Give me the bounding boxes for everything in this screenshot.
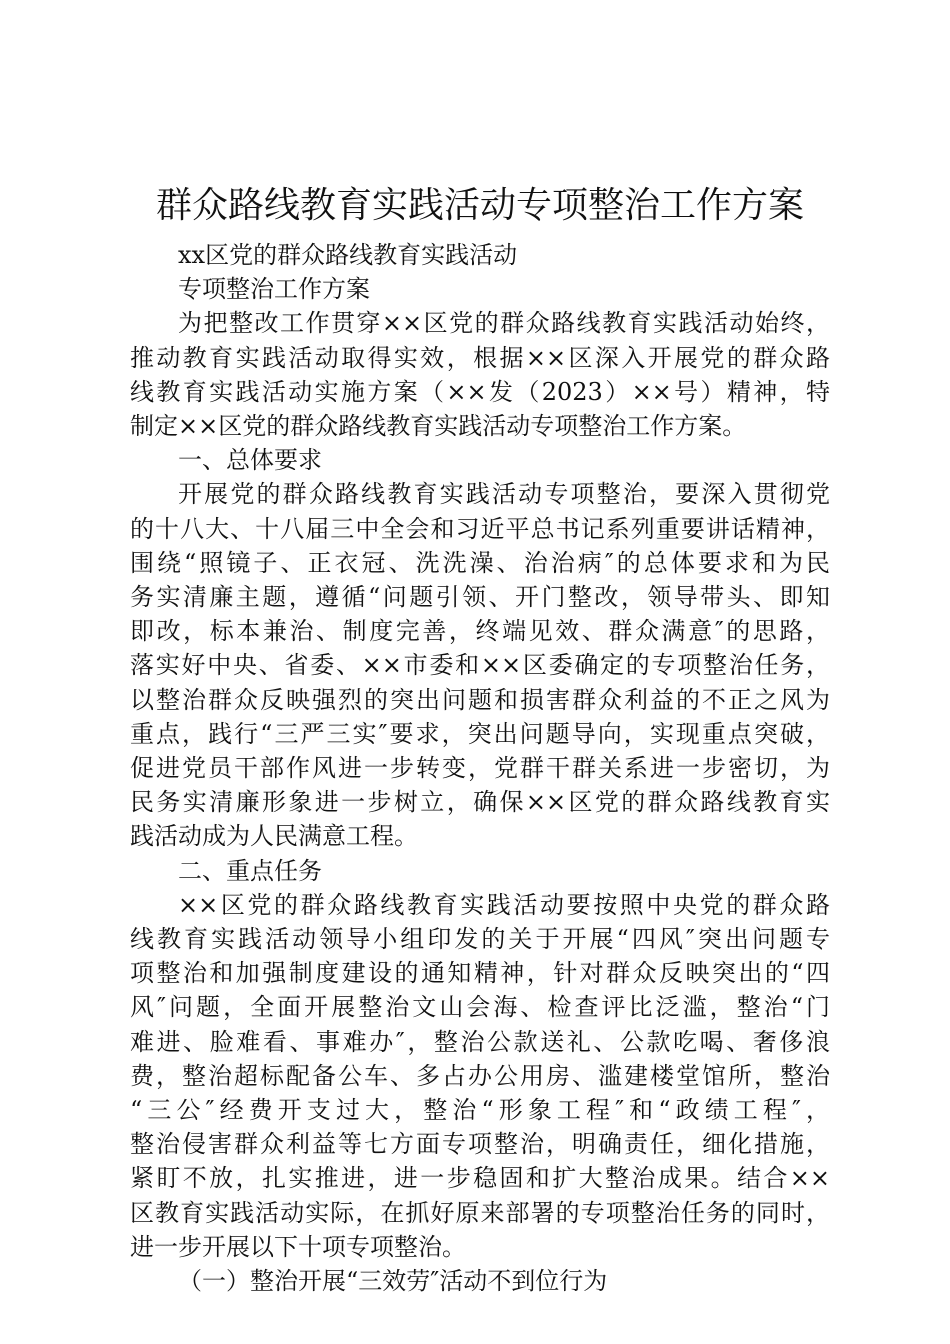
text-line: 区教育实践活动实际，在抓好原来部署的专项整治任务的同时， bbox=[130, 1198, 830, 1227]
document-title: 群众路线教育实践活动专项整治工作方案 bbox=[155, 185, 804, 226]
text-line: 务实清廉主题，遵循“问题引领、开门整改，领导带头、即知 bbox=[130, 583, 830, 612]
text-line: 紧盯不放，扎实推进，进一步稳固和扩大整治成果。结合×× bbox=[130, 1164, 830, 1193]
section-2-heading: 二、重点任务 bbox=[178, 856, 322, 885]
text-line: 开展党的群众路线教育实践活动专项整治，要深入贯彻党 bbox=[178, 480, 830, 509]
text-line: 线教育实践活动实施方案（××发（2023）××号）精神，特 bbox=[130, 377, 830, 406]
section-1-heading: 一、总体要求 bbox=[178, 446, 322, 475]
text-line: 围绕“照镜子、正衣冠、洗洗澡、治治病″的总体要求和为民 bbox=[130, 548, 830, 577]
text-line: 重点，践行“三严三实″要求，突出问题导向，实现重点突破， bbox=[130, 719, 830, 748]
intro-paragraph bbox=[130, 306, 830, 443]
text-line: 的十八大、十八届三中全会和习近平总书记系列重要讲话精神， bbox=[130, 514, 830, 543]
text-line: 民务实清廉形象进一步树立，确保××区党的群众路线教育实 bbox=[130, 788, 830, 817]
text-line: 落实好中央、省委、××市委和××区委确定的专项整治任务， bbox=[130, 651, 830, 680]
subsection-1-heading: （一）整治开展“三效劳″活动不到位行为 bbox=[178, 1267, 608, 1296]
section-2-paragraph bbox=[130, 888, 830, 1264]
text-line: 难进、脸难看、事难办″，整治公款送礼、公款吃喝、奢侈浪 bbox=[130, 1027, 830, 1056]
text-line: 为把整改工作贯穿××区党的群众路线教育实践活动始终， bbox=[178, 309, 830, 338]
text-line: ××区党的群众路线教育实践活动要按照中央党的群众路 bbox=[178, 890, 830, 919]
text-line: 制定××区党的群众路线教育实践活动专项整治工作方案。 bbox=[130, 412, 747, 441]
text-line: 促进党员干部作风进一步转变，党群干群关系进一步密切，为 bbox=[130, 754, 830, 783]
subtitle-line-1: xx区党的群众路线教育实践活动 bbox=[178, 241, 518, 269]
text-line: “三公″经费开支过大，整治“形象工程″和“政绩工程″， bbox=[130, 1096, 830, 1125]
text-line: 项整治和加强制度建设的通知精神，针对群众反映突出的“四 bbox=[130, 959, 830, 988]
text-line: 践活动成为人民满意工程。 bbox=[130, 822, 418, 851]
section-1-paragraph bbox=[130, 477, 830, 853]
document-page bbox=[130, 178, 830, 1298]
text-line: 推动教育实践活动取得实效，根据××区深入开展党的群众路 bbox=[130, 343, 830, 372]
text-line: 进一步开展以下十项专项整治。 bbox=[130, 1232, 466, 1261]
text-line: 即改，标本兼治、制度完善，终端见效、群众满意″的思路， bbox=[130, 617, 830, 646]
text-line: 线教育实践活动领导小组印发的关于开展“四风″突出问题专 bbox=[130, 925, 830, 954]
text-line: 风″问题，全面开展整治文山会海、检查评比泛滥，整治“门 bbox=[130, 993, 830, 1022]
subtitle-line-2: 专项整治工作方案 bbox=[178, 275, 370, 304]
text-line: 费，整治超标配备公车、多占办公用房、滥建楼堂馆所，整治 bbox=[130, 1061, 830, 1090]
text-line: 整治侵害群众利益等七方面专项整治，明确责任，细化措施， bbox=[130, 1130, 830, 1159]
text-line: 以整治群众反映强烈的突出问题和损害群众利益的不正之风为 bbox=[130, 685, 830, 714]
